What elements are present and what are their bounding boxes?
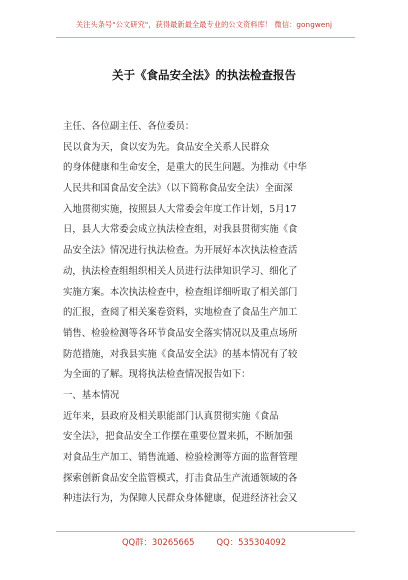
body-line: 动，执法检查组组织相关人员进行法律知识学习、细化了 — [63, 265, 298, 277]
body-line: 种违法行为，为保障人民群众身体健康，促进经济社会又 — [63, 493, 298, 505]
document-body — [63, 117, 349, 510]
body-line: 为全面的了解。现将执法检查情况报告如下： — [63, 369, 251, 381]
header-divider — [56, 37, 355, 38]
body-line: 实施方案。本次执法检查中，检查组详细听取了相关部门 — [63, 286, 298, 298]
footer-qq: QQ：535304092 — [216, 537, 287, 547]
body-line: 人民共和国食品安全法》（以下简称食品安全法）全面深 — [63, 183, 293, 195]
section-heading: 一、基本情况 — [63, 389, 120, 401]
body-line: 的汇报，查阅了相关案卷资料，实地检查了食品生产加工 — [63, 307, 298, 319]
header-banner: 关注头条号"公文研究"，获得最新最全最专业的公文资料库！ 微信：gongwenj — [75, 20, 333, 29]
body-line: 近年来，县政府及相关职能部门认真贯彻实施《食品 — [63, 410, 279, 422]
document-title: 关于《食品安全法》的执法检查报告 — [112, 68, 296, 82]
body-line: 安全法》，把食品安全工作摆在重要位置来抓，不断加强 — [63, 431, 293, 443]
body-line: 的身体健康和生命安全，是重大的民生问题。为推动《中华 — [63, 162, 307, 174]
body-line: 探索创新食品安全监管模式，打击食品生产流通领域的各 — [63, 472, 298, 484]
footer — [0, 536, 408, 548]
footer-divider — [56, 531, 355, 532]
footer-qq-group: QQ群：30265665 — [121, 537, 195, 547]
body-line: 对食品生产加工、销售流通、检验检测等方面的监督管理 — [63, 452, 298, 463]
body-line: 民以食为天，食以安为先。食品安全关系人民群众 — [63, 141, 270, 153]
body-line: 日，县人大常委会成立执法检查组，对我县贯彻实施《食 — [63, 224, 298, 236]
body-line: 销售、检验检测等各环节食品安全落实情况以及重点场所 — [63, 327, 298, 339]
body-line: 主任、各位副主任、各位委员： — [63, 121, 195, 132]
body-line: 品安全法》情况进行执法检查。为开展好本次执法检查活 — [63, 245, 298, 257]
body-line: 入地贯彻实施，按照县人大常委会年度工作计划，5月17 — [63, 203, 297, 215]
body-line: 防范措施，对我县实施《食品安全法》的基本情况有了较 — [63, 348, 298, 360]
